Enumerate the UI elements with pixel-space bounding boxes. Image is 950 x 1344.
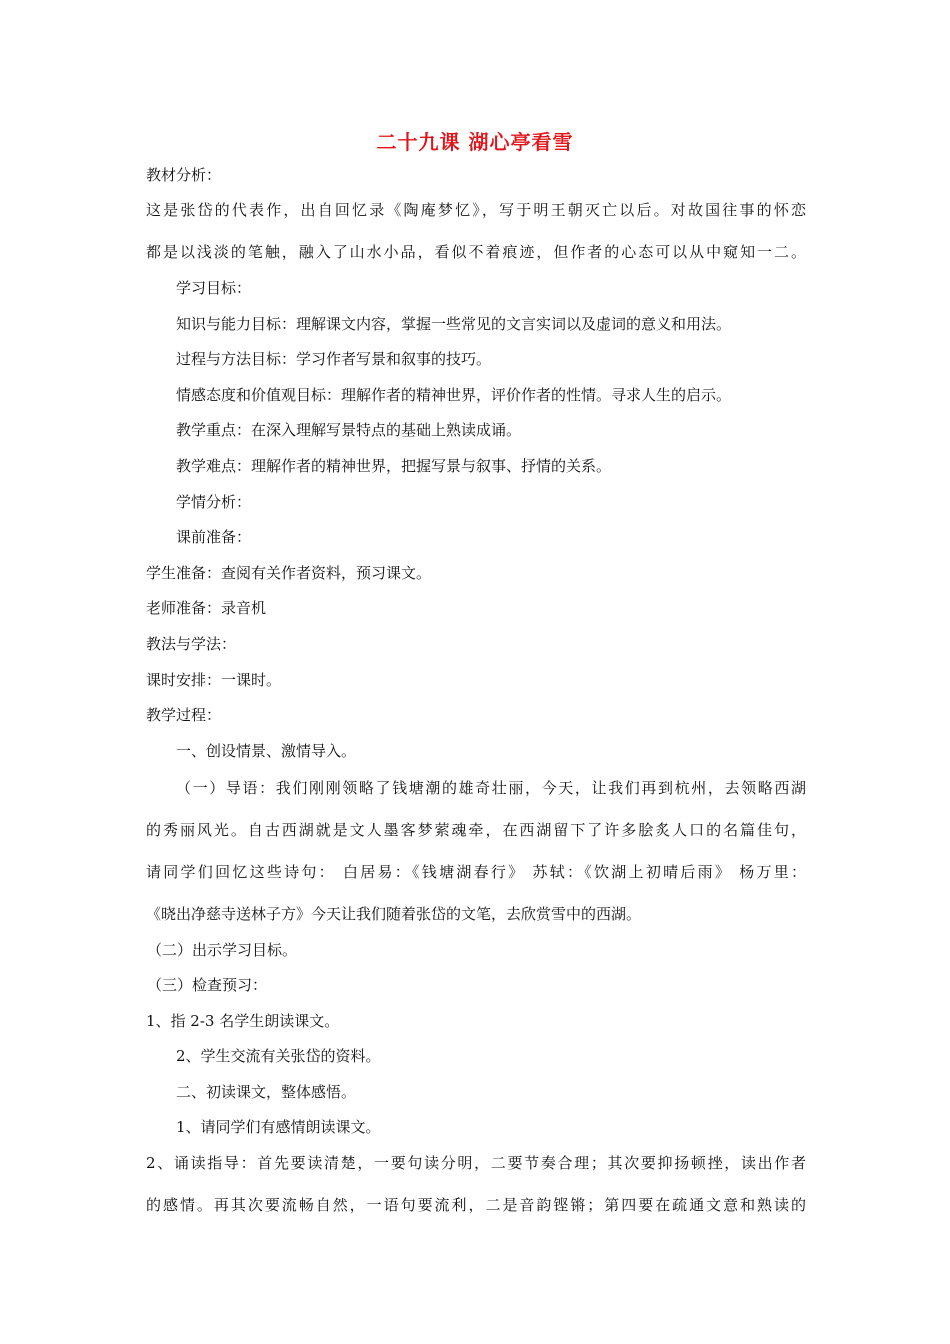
text-line: 知识与能力目标：理解课文内容，掌握一些常见的文言实词以及虚词的意义和用法。 [176,315,732,333]
text-line: 2、诵读指导：首先要读清楚，一要句读分明，二要节奏合理；其次要抑扬顿挫，读出作者 [146,1154,806,1172]
text-line: 二、初读课文，整体感悟。 [176,1083,357,1101]
text-line: 老师准备：录音机 [146,599,267,617]
text-line: （一）导语：我们刚刚领略了钱塘潮的雄奇壮丽，今天，让我们再到杭州，去领略西湖 [176,779,806,797]
text-line: 1、请同学们有感情朗读课文。 [176,1118,381,1136]
text-line: 教学过程： [146,706,222,724]
text-line: 这是张岱的代表作，出自回忆录《陶庵梦忆》，写于明王朝灭亡以后。对故国往事的怀恋 [146,201,806,219]
text-line: 过程与方法目标：学习作者写景和叙事的技巧。 [176,350,492,368]
text-line: 2、学生交流有关张岱的资料。 [176,1047,381,1065]
text-line: 1、指 2-3 名学生朗读课文。 [146,1012,340,1030]
text-line: 情感态度和价值观目标：理解作者的精神世界，评价作者的性情。寻求人生的启示。 [176,386,732,404]
page-title: 二十九课 湖心亭看雪 [376,130,574,154]
text-line: 学生准备：查阅有关作者资料，预习课文。 [146,564,432,582]
text-line: 都是以浅淡的笔触，融入了山水小品，看似不着痕迹，但作者的心态可以从中窥知一二。 [146,243,806,261]
text-line: 的秀丽风光。自古西湖就是文人墨客梦萦魂牵，在西湖留下了许多脍炙人口的名篇佳句， [146,821,806,839]
text-line: 请同学们回忆这些诗句： 白居易：《钱塘湖春行》 苏轼：《饮湖上初晴后雨》 杨万里： [146,863,806,881]
text-line: 一、创设情景、激情导入。 [176,742,357,760]
text-line: 学习目标： [176,279,252,297]
text-line: 课前准备： [176,528,252,546]
text-line: 教法与学法： [146,635,237,653]
text-line: 学情分析： [176,493,252,511]
text-line: 教学难点：理解作者的精神世界，把握写景与叙事、抒情的关系。 [176,457,612,475]
text-line: （三）检查预习： [147,976,268,994]
text-line: （二）出示学习目标。 [147,941,298,959]
text-line: 教材分析： [146,166,222,184]
text-line: 课时安排：一课时。 [146,671,282,689]
text-line: 《晓出净慈寺送林子方》今天让我们随着张岱的文笔，去欣赏雪中的西湖。 [146,905,642,923]
text-line: 教学重点：在深入理解写景特点的基础上熟读成诵。 [176,421,522,439]
text-line: 的感情。再其次要流畅自然，一语句要流利，二是音韵铿锵；第四要在疏通文意和熟读的 [146,1196,806,1214]
